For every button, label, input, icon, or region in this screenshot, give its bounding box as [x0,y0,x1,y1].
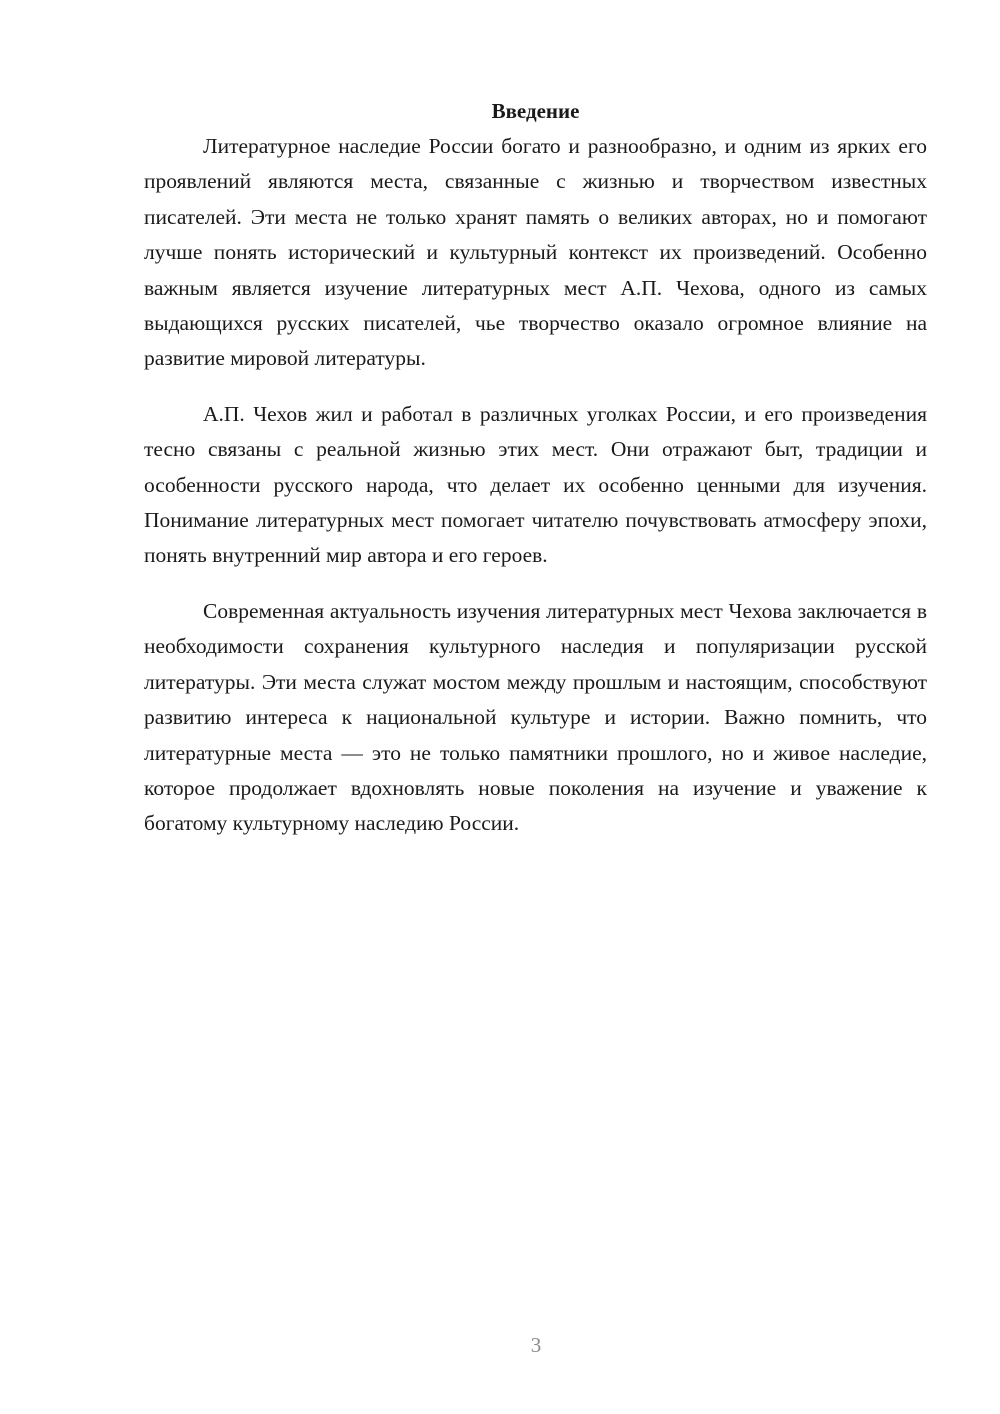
page-content [144,96,927,842]
paragraph-3: Современная актуальность изучения литературных мест Чехова заключается в необходимости сохранения культурного наследия и популяризации русской литературы. Эти места служат мостом между прошлым и настоящим, способствуют развитию интереса к национальной культуре и истории. Важно помнить, что литературные места — это не только памятники прошлого, но и живое наследие, которое продолжает вдохновлять новые поколения на изучение и уважение к богатому культурному наследию России. [144,598,927,836]
paragraph-2: А.П. Чехов жил и работал в различных уголках России, и его произведения тесно связаны с реальной жизнью этих мест. Они отражают быт, традиции и особенности русского народа, что делает их особенно ценными для изучения. Понимание литературных мест помогает читателю почувствовать атмосферу эпохи, понять внутренний мир автора и его героев. [144,401,927,568]
paragraph-1: Литературное наследие России богато и разнообразно, и одним из ярких его проявлений являются места, связанные с жизнью и творчеством известных писателей. Эти места не только хранят память о великих авторах, но и помогают лучше понять исторический и культурный контекст их произведений. Особенно важным является изучение литературных мест А.П. Чехова, одного из самых выдающихся русских писателей, чье творчество оказало огромное влияние на развитие мировой литературы. [144,134,927,371]
page-number: 3 [530,1333,542,1357]
section-heading: Введение [491,99,580,123]
